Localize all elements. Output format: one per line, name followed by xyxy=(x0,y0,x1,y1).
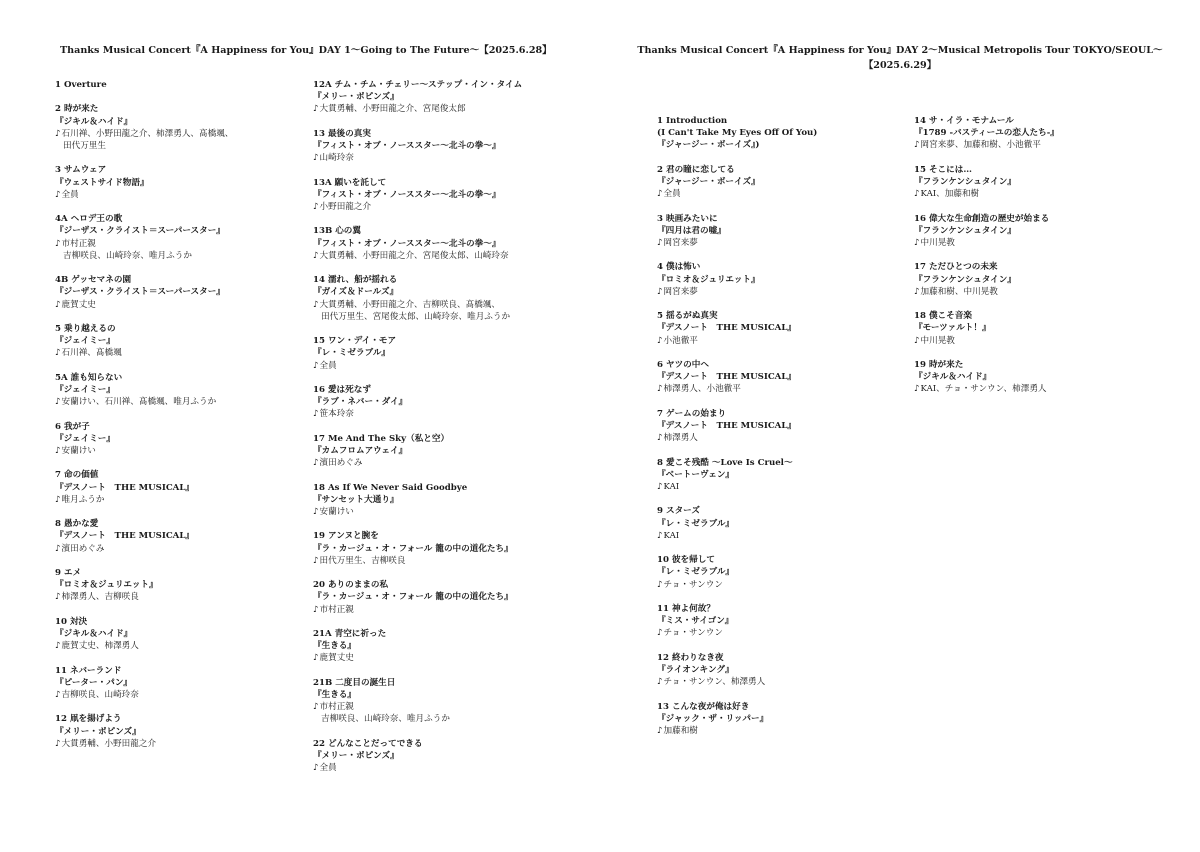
setlist-item xyxy=(657,115,927,152)
cast-line: ♪ 市村正親 xyxy=(313,604,583,616)
setlist-item xyxy=(55,213,325,262)
musical-name: 『ラブ・ネバー・ダイ』 xyxy=(313,397,408,408)
cast-line: ♪ 安蘭けい xyxy=(313,506,583,518)
song-title: 6 ヤツの中へ xyxy=(657,359,709,370)
setlist-item xyxy=(914,310,1184,347)
setlist-item xyxy=(313,530,583,567)
day2-setlist-column-1 xyxy=(657,115,927,749)
day2-title-line2: 【2025.6.29】 xyxy=(863,60,937,71)
song-title: 3 サムウェア xyxy=(55,165,107,176)
song-title: 14 サ・イラ・モナムール xyxy=(914,116,1014,126)
cast-line: ♪ 鹿賀丈史 xyxy=(313,652,583,664)
musical-name: 『フランケンシュタイン』 xyxy=(914,225,1016,236)
setlist-item xyxy=(313,628,583,665)
cast-line: ♪ 全員 xyxy=(313,762,583,774)
cast-line: ♪ 大貫勇輔、小野田龍之介、宮尾俊太郎、山崎玲奈 xyxy=(313,250,583,262)
setlist-item xyxy=(313,335,583,372)
cast-line: ♪ 加藤和樹、中川晃教 xyxy=(914,286,1184,298)
setlist-item xyxy=(313,79,583,116)
setlist-item xyxy=(657,408,927,445)
setlist-item xyxy=(55,103,325,152)
song-title: 9 エメ xyxy=(55,567,82,578)
song-title: 5A 誰も知らない xyxy=(55,372,123,383)
musical-name: 『ライオンキング』 xyxy=(657,664,734,675)
setlist-item xyxy=(55,164,325,201)
song-title: 18 僕こそ音楽 xyxy=(914,311,972,322)
musical-name: 『ジェイミー』 xyxy=(55,384,115,395)
song-title: 2 君の瞳に恋してる xyxy=(657,164,735,175)
day1-title: Thanks Musical Concert『A Happiness for You』DAY 1〜Going to The Future〜【2025.6.28】 xyxy=(60,45,552,56)
cast-line: ♪ KAI、チョ・サンウン、柿澤勇人 xyxy=(914,383,1184,395)
setlist-item xyxy=(657,505,927,542)
cast-line: ♪ 全員 xyxy=(657,188,927,200)
setlist-item xyxy=(657,213,927,250)
setlist-item xyxy=(313,384,583,421)
song-title: 13A 願いを託して xyxy=(313,177,387,188)
cast-line: ♪ KAI xyxy=(657,530,927,542)
setlist-item xyxy=(55,713,325,750)
cast-line: ♪ 唯月ふうか xyxy=(55,494,325,506)
musical-name: 『ジーザス・クライスト＝スーパースター』 xyxy=(55,287,225,298)
setlist-item xyxy=(914,213,1184,250)
musical-name: 『デスノート THE MUSICAL』 xyxy=(55,531,194,542)
cast-line: ♪ 吉柳咲良、山崎玲奈 xyxy=(55,689,325,701)
song-title: 19 アンヌと腕を xyxy=(313,531,379,542)
cast-line: ♪ 柿澤勇人、吉柳咲良 xyxy=(55,591,325,603)
song-title: 21B 二度目の誕生日 xyxy=(313,677,396,688)
setlist-item xyxy=(657,701,927,738)
setlist-item xyxy=(657,359,927,396)
musical-name: 『生きる』 xyxy=(313,689,356,700)
cast-line: ♪ KAI xyxy=(657,481,927,493)
cast-line: ♪ 岡宮来夢 xyxy=(657,286,927,298)
musical-name: 『ミス・サイゴン』 xyxy=(657,616,734,627)
day1-setlist-column-2 xyxy=(313,79,583,787)
musical-name: 『ウェストサイド物語』 xyxy=(55,177,149,188)
song-title: 4A ヘロデ王の歌 xyxy=(55,214,123,225)
cast-line: 吉柳咲良、山崎玲奈、唯月ふうか xyxy=(63,250,192,261)
cast-line: ♪ 大貫勇輔、小野田龍之介 xyxy=(55,738,325,750)
musical-name: 『フランケンシュタイン』 xyxy=(914,177,1016,187)
cast-line: ♪ 全員 xyxy=(313,360,583,372)
song-title: 12 終わりなき夜 xyxy=(657,652,724,663)
song-title: 9 スターズ xyxy=(657,506,700,517)
cast-line: ♪ 大貫勇輔、小野田龍之介、吉柳咲良、髙橋颯、 xyxy=(313,299,583,311)
setlist-item xyxy=(55,518,325,555)
song-title: 8 愛こそ残酷 〜Love Is Cruel〜 xyxy=(657,457,793,468)
musical-name: 『レ・ミゼラブル』 xyxy=(313,348,391,359)
song-title: 13 こんな夜が俺は好き xyxy=(657,701,750,712)
cast-line: 田代万里生、宮尾俊太郎、山崎玲奈、唯月ふうか xyxy=(321,311,511,322)
setlist-item xyxy=(55,421,325,458)
setlist-item xyxy=(55,616,325,653)
song-title: 16 偉大な生命創造の歴史が始まる xyxy=(914,213,1050,224)
musical-name: 『ガイズ＆ドールズ』 xyxy=(313,287,399,298)
day2-title xyxy=(630,43,1170,73)
song-title: 11 神よ何故？ xyxy=(657,603,715,614)
cast-line: ♪ チョ・サンウン、柿澤勇人 xyxy=(657,676,927,688)
song-title: 5 乗り越えるの xyxy=(55,323,116,334)
day2-setlist-column-2 xyxy=(914,115,1184,408)
setlist-item xyxy=(55,567,325,604)
setlist-item xyxy=(914,359,1184,396)
song-title: 17 Me And The Sky（私と空） xyxy=(313,433,450,444)
cast-line: ♪ 山崎玲奈 xyxy=(313,152,583,164)
cast-line: ♪ 大貫勇輔、小野田龍之介、宮尾俊太郎 xyxy=(313,103,583,115)
musical-name: 『デスノート THE MUSICAL』 xyxy=(657,420,796,431)
musical-name: 『ラ・カージュ・オ・フォール 籠の中の道化たち』 xyxy=(313,592,513,603)
cast-line: ♪ 安蘭けい、石川禅、髙橋颯、唯月ふうか xyxy=(55,396,325,408)
cast-line: ♪ 市村正親 xyxy=(313,701,583,713)
setlist-item xyxy=(313,274,583,323)
cast-line: ♪ 笹本玲奈 xyxy=(313,408,583,420)
cast-line: ♪ 石川禅、髙橋颯 xyxy=(55,347,325,359)
song-title: 15 ワン・デイ・モア xyxy=(313,336,397,347)
setlist-item xyxy=(55,79,325,91)
cast-line: 田代万里生 xyxy=(63,141,106,151)
musical-name: 『メリー・ポピンズ』 xyxy=(313,92,399,103)
song-title: 16 愛は死なず xyxy=(313,384,371,395)
song-title: 7 命の価値 xyxy=(55,470,99,481)
day2-title-line1: Thanks Musical Concert『A Happiness for You』DAY 2〜Musical Metropolis Tour TOKYO/SEOUL〜 xyxy=(637,45,1163,56)
setlist-item xyxy=(55,372,325,409)
cast-line: ♪ 中川晃教 xyxy=(914,237,1184,249)
cast-line: ♪ 鹿賀丈史、柿澤勇人 xyxy=(55,640,325,652)
musical-name: 『1789 -バスティーユの恋人たち-』 xyxy=(914,128,1059,139)
cast-line: ♪ 岡宮来夢、加藤和樹、小池徹平 xyxy=(914,139,1184,151)
cast-line: ♪ 安蘭けい xyxy=(55,445,325,457)
musical-name: 『ベートーヴェン』 xyxy=(657,469,735,480)
song-title: 8 愚かな愛 xyxy=(55,519,99,530)
song-title: 17 ただひとつの未来 xyxy=(914,262,998,273)
setlist-item xyxy=(313,579,583,616)
cast-line: ♪ 岡宮来夢 xyxy=(657,237,927,249)
musical-name: 『ラ・カージュ・オ・フォール 籠の中の道化たち』 xyxy=(313,543,513,554)
musical-name: 『ロミオ＆ジュリエット』 xyxy=(55,580,158,591)
setlist-item xyxy=(914,261,1184,298)
musical-name: 『デスノート THE MUSICAL』 xyxy=(657,372,796,383)
setlist-item xyxy=(657,457,927,494)
cast-line: ♪ チョ・サンウン xyxy=(657,627,927,639)
musical-name: 『レ・ミゼラブル』 xyxy=(657,518,735,529)
musical-name: 『フィスト・オブ・ノーススター〜北斗の拳〜』 xyxy=(313,141,501,151)
cast-line: ♪ 全員 xyxy=(55,189,325,201)
musical-name: 『ジーザス・クライスト＝スーパースター』 xyxy=(55,226,225,237)
cast-line: ♪ チョ・サンウン xyxy=(657,579,927,591)
song-title-cont: (I Can't Take My Eyes Off Of You) xyxy=(657,128,818,139)
cast-line: ♪ 石川禅、小野田龍之介、柿澤勇人、髙橋颯、 xyxy=(55,128,325,140)
musical-name: 『ジェイミー』 xyxy=(55,433,115,444)
song-title: 14 濡れ、船が揺れる xyxy=(313,275,398,286)
song-title: 22 どんなことだってできる xyxy=(313,738,423,749)
setlist-item xyxy=(313,482,583,519)
musical-name: 『ジャージー・ボーイズ』) xyxy=(657,140,760,151)
setlist-item xyxy=(313,128,583,165)
setlist-item xyxy=(313,677,583,726)
song-title: 11 ネバーランド xyxy=(55,665,122,676)
setlist-item xyxy=(55,274,325,311)
setlist-item xyxy=(657,554,927,591)
song-title: 4B ゲッセマネの園 xyxy=(55,275,132,286)
song-title: 18 As If We Never Said Goodbye xyxy=(313,482,468,493)
musical-name: 『モーツァルト！』 xyxy=(914,323,991,334)
musical-name: 『デスノート THE MUSICAL』 xyxy=(55,482,194,493)
cast-line: ♪ 中川晃教 xyxy=(914,335,1184,347)
song-title: 6 我が子 xyxy=(55,421,90,432)
cast-line: ♪ KAI、加藤和樹 xyxy=(914,188,1184,200)
musical-name: 『生きる』 xyxy=(313,641,356,652)
musical-name: 『カムフロムアウェイ』 xyxy=(313,445,408,456)
setlist-item xyxy=(55,469,325,506)
song-title: 13 最後の真実 xyxy=(313,128,371,139)
cast-line: ♪ 柿澤勇人、小池徹平 xyxy=(657,383,927,395)
musical-name: 『ジェイミー』 xyxy=(55,336,115,347)
setlist-item xyxy=(657,164,927,201)
song-title: 4 僕は怖い xyxy=(657,262,701,273)
cast-line: ♪ 小池徹平 xyxy=(657,335,927,347)
setlist-item xyxy=(313,177,583,214)
musical-name: 『ロミオ＆ジュリエット』 xyxy=(657,274,760,285)
setlist-item xyxy=(657,652,927,689)
musical-name: 『レ・ミゼラブル』 xyxy=(657,567,735,578)
song-title: 2 時が来た xyxy=(55,104,99,115)
song-title: 15 そこには… xyxy=(914,164,972,175)
musical-name: 『ピーター・パン』 xyxy=(55,677,133,688)
song-title: 13B 心の翼 xyxy=(313,226,361,237)
setlist-item xyxy=(914,164,1184,201)
cast-line: ♪ 濱田めぐみ xyxy=(313,457,583,469)
song-title: 10 彼を帰して xyxy=(657,555,715,566)
cast-line: ♪ 鹿賀丈史 xyxy=(55,299,325,311)
song-title: 12 凧を揚げよう xyxy=(55,714,122,725)
setlist-item xyxy=(914,115,1184,152)
cast-line: ♪ 田代万里生、吉柳咲良 xyxy=(313,555,583,567)
musical-name: 『ジキル＆ハイド』 xyxy=(55,628,133,639)
cast-line: ♪ 小野田龍之介 xyxy=(313,201,583,213)
musical-name: 『デスノート THE MUSICAL』 xyxy=(657,323,796,334)
day1-setlist-column-1 xyxy=(55,79,325,762)
musical-name: 『四月は君の嘘』 xyxy=(657,225,726,236)
musical-name: 『ジャージー・ボーイズ』 xyxy=(657,177,760,187)
song-title: 1 Introduction xyxy=(657,116,728,126)
cast-line: ♪ 濱田めぐみ xyxy=(55,543,325,555)
setlist-item xyxy=(657,310,927,347)
song-title: 1 Overture xyxy=(55,80,107,90)
setlist-item xyxy=(657,261,927,298)
musical-name: 『メリー・ポピンズ』 xyxy=(55,726,141,737)
cast-line: ♪ 加藤和樹 xyxy=(657,725,927,737)
song-title: 5 揺るがぬ真実 xyxy=(657,311,718,322)
setlist-item xyxy=(313,433,583,470)
musical-name: 『フィスト・オブ・ノーススター〜北斗の拳〜』 xyxy=(313,238,501,249)
song-title: 10 対決 xyxy=(55,616,88,627)
cast-line: 吉柳咲良、山崎玲奈、唯月ふうか xyxy=(321,714,450,725)
setlist-item xyxy=(55,665,325,702)
setlist-item xyxy=(313,738,583,775)
musical-name: 『フランケンシュタイン』 xyxy=(914,274,1016,285)
cast-line: ♪ 柿澤勇人 xyxy=(657,432,927,444)
musical-name: 『ジキル＆ハイド』 xyxy=(55,116,133,127)
musical-name: 『サンセット大通り』 xyxy=(313,494,399,505)
musical-name: 『ジキル＆ハイド』 xyxy=(914,372,992,383)
song-title: 7 ゲームの始まり xyxy=(657,408,727,419)
setlist-item xyxy=(657,603,927,640)
song-title: 21A 青空に祈った xyxy=(313,628,387,639)
song-title: 12A チム・チム・チェリー〜ステップ・イン・タイム xyxy=(313,80,523,90)
song-title: 3 映画みたいに xyxy=(657,213,718,224)
musical-name: 『フィスト・オブ・ノーススター〜北斗の拳〜』 xyxy=(313,189,501,200)
song-title: 19 時が来た xyxy=(914,359,964,370)
song-title: 20 ありのままの私 xyxy=(313,580,389,591)
setlist-item xyxy=(55,323,325,360)
musical-name: 『メリー・ポピンズ』 xyxy=(313,750,399,761)
cast-line: ♪ 市村正親 xyxy=(55,238,325,250)
musical-name: 『ジャック・ザ・リッパー』 xyxy=(657,713,769,724)
setlist-item xyxy=(313,225,583,262)
